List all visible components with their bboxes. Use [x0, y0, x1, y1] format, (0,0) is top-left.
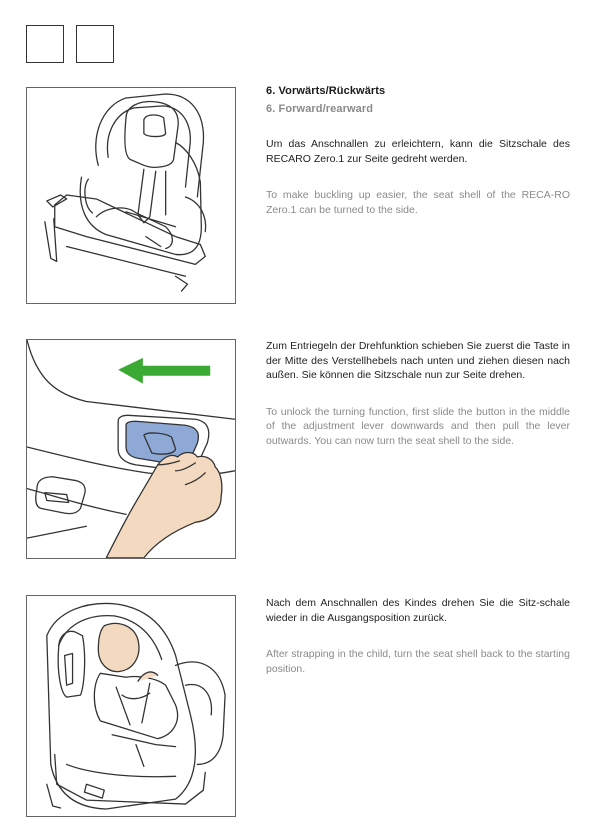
checkbox-right[interactable]: [76, 25, 114, 63]
section-forward-rearward: [266, 85, 570, 217]
instruction-en-3: After strapping in the child, turn the seat shell back to the starting position.: [266, 648, 570, 675]
instruction-de-2: Zum Entriegeln der Drehfunktion schieben Sie zuerst die Taste in der Mitte des Verstellhebels nach unten und ziehen diesen nach außen. Sie können die Sitzschale nun zur Seite drehen.: [266, 340, 570, 381]
child-seat-illustration: [26, 595, 236, 817]
lever-illustration: [26, 339, 236, 559]
section-heading-de: 6. Vorwärts/Rückwärts: [266, 85, 386, 97]
section-unlock-turning: [266, 339, 570, 448]
instruction-de-1: Um das Anschnallen zu erleichtern, kann die Sitzschale des RECARO Zero.1 zur Seite gedreht werden.: [266, 138, 570, 165]
direction-arrow: [118, 358, 210, 384]
section-turn-back: [266, 596, 570, 676]
checkbox-left[interactable]: [26, 25, 64, 63]
instruction-en-1: To make buckling up easier, the seat shell of the RECA-RO Zero.1 can be turned to the side.: [266, 189, 570, 216]
section-heading-en: 6. Forward/rearward: [266, 103, 374, 115]
instruction-en-2: To unlock the turning function, first slide the button in the middle of the adjustment lever downwards and then pull the lever outwards. You can now turn the seat shell to the side.: [266, 405, 570, 447]
instruction-de-3: Nach dem Anschnallen des Kindes drehen Sie die Sitz-schale wieder in die Ausgangsposition zurück.: [266, 597, 570, 624]
seat-illustration: [26, 87, 236, 304]
